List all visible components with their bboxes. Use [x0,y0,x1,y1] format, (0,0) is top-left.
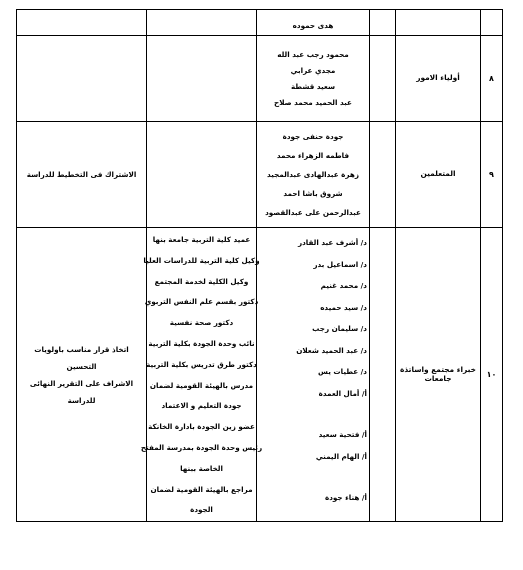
spacer [257,467,369,487]
names-cell [257,10,370,36]
mission-cell [17,228,147,522]
member-name: جودة حنفى جودة [282,132,344,141]
row-number-cell: ٨ [481,36,503,122]
names-cell [257,122,370,228]
empty-cell [370,36,396,122]
category-cell: خبراء مجتمع واساتذة جامعات [396,228,481,522]
committee-table [16,9,503,522]
member-name: أ/ فتحية سعيد [318,430,367,439]
member-name: مجدي عرابي [290,65,336,75]
member-role: عضو زين الجودة بادارة الخانكة [148,422,255,432]
member-name: د/ عبد الحميد شعلان [296,345,367,355]
mission-cell [17,122,147,228]
mission-cell [17,10,147,36]
member-role: جودة التعليم و الاعتماد [161,401,242,411]
mission-text: التحسين [66,361,97,371]
member-name: د/ اسماعيل بدر [313,259,367,269]
category-cell: أولياء الامور [396,36,481,122]
row-number-cell [481,10,503,36]
member-name: عبدالرحمن على عبدالقصود [265,208,361,217]
table-row [17,10,503,36]
member-name: أ/ الهام اليمني [315,451,367,461]
row-number-cell: ٩ [481,122,503,228]
roles-cell [147,122,257,228]
mission-text: للدراسة [67,395,96,405]
member-name: زهرة عبدالهادى عبدالمجيد [267,170,359,179]
member-role: وكيل الكلية لخدمة المجتمع [154,276,249,286]
member-name: عبد الحميد محمد صلاح [274,97,352,107]
spacer [257,404,369,424]
category-cell [396,10,481,36]
member-name: فاطمه الزهراء محمد [276,151,350,160]
mission-cell [17,36,147,122]
names-cell [257,36,370,122]
member-role: الخاصة ببنها [180,463,223,473]
member-role: عميد كلية التربية جامعة بنها [152,235,251,244]
row-number-cell: ١٠ [481,228,503,522]
member-role: مراجع بالهيئة القومية لضمان [150,484,253,494]
member-role: وكيل كلية التربية للدراسات العليا [143,255,260,265]
member-name: أ/ هناء جودة [324,493,367,502]
empty-cell [370,228,396,522]
member-name: د/ سليمان رجب [312,324,367,333]
member-name: د/ أشرف عبد القادر [297,238,367,247]
roles-cell [147,10,257,36]
table-row [17,122,503,228]
mission-text: الاشتراك فى التخطيط للدراسة [26,170,137,179]
mission-text: الاشراف على التقرير النهائى [29,378,134,388]
member-name: أ/ أمال العمدة [318,388,367,398]
empty-cell [370,122,396,228]
member-role: مدرس بالهيئة القومية لضمان [149,380,254,390]
roles-cell [140,228,263,522]
member-role: نائب وحدة الجودة بكلية التربية [148,338,255,348]
names-cell [257,228,370,522]
member-role: رئيس وحدة الجودة بمدرسة المفتح [140,442,263,452]
table-row [17,36,503,122]
member-name: محمود رجب عبد الله [277,49,349,59]
member-name: هدى حموده [292,21,334,31]
roles-cell [147,36,257,122]
empty-cell [370,10,396,36]
member-name: د/ عطيات يس [318,367,367,376]
member-name: د/ سيد حميده [320,302,367,312]
table-row [17,228,503,522]
member-role: الجودة [190,505,213,515]
mission-text: اتخاذ قرار مناسب باولويات [34,344,129,354]
member-role: دكتور طرق تدريس بكلية التربية [146,359,257,369]
member-name: سعيد قشطة [290,81,336,91]
category-cell: المتعلمين [396,122,481,228]
member-role: دكتور بقسم علم النفس التربوي [144,297,259,307]
member-name: شروق باشا احمد [283,189,343,198]
member-name: د/ محمد غنيم [320,281,367,290]
member-role: دكتور صحة نفسية [169,318,234,328]
